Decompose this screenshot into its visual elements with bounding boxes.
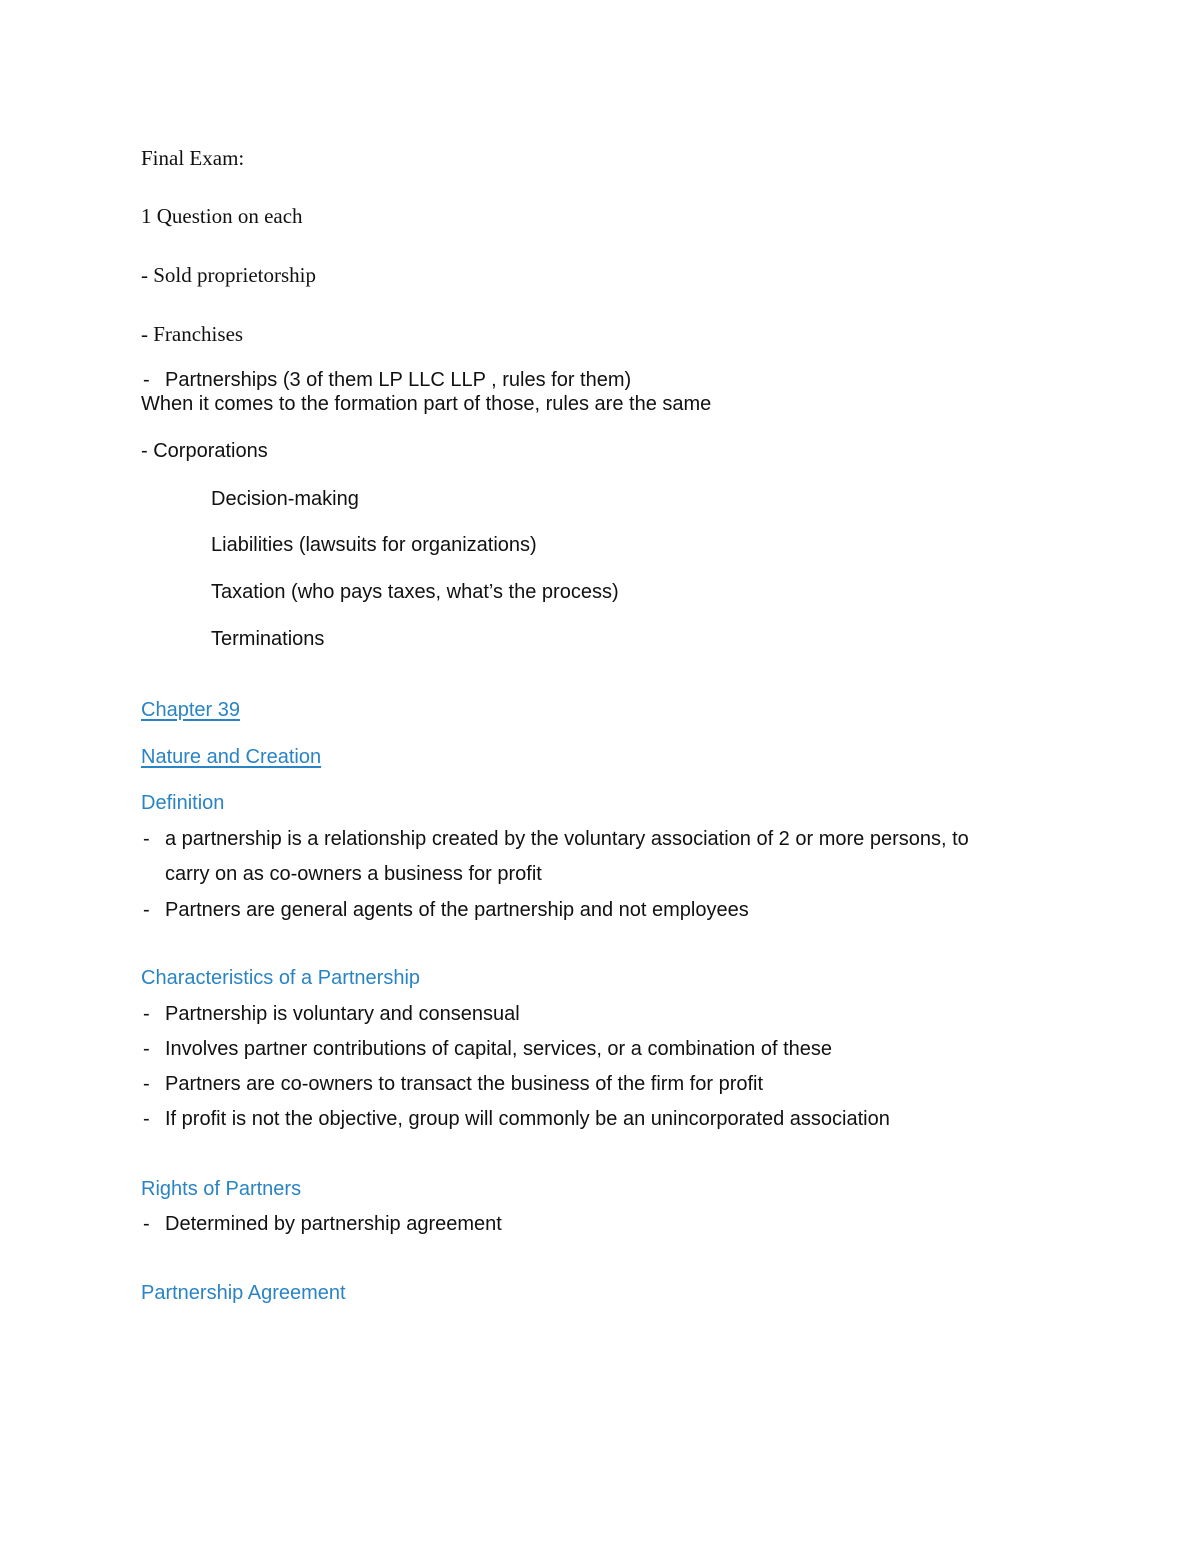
question-note: 1 Question on each: [141, 204, 303, 228]
definition-bullet-1: a partnership is a relationship created by the voluntary association of 2 or more persons, to: [165, 828, 969, 850]
characteristics-bullet-1: Partnership is voluntary and consensual: [165, 1003, 520, 1025]
definition-heading: Definition: [141, 792, 225, 814]
rights-heading: Rights of Partners: [141, 1178, 302, 1200]
chapter-39-link[interactable]: Chapter 39: [141, 699, 240, 721]
characteristics-bullet-4: If profit is not the objective, group will commonly be an unincorporated association: [165, 1108, 890, 1130]
rights-bullet-1: Determined by partnership agreement: [165, 1213, 502, 1235]
characteristics-bullet-3: Partners are co-owners to transact the business of the firm for profit: [165, 1073, 764, 1095]
subtopic-liabilities: Liabilities (lawsuits for organizations): [211, 534, 537, 556]
bullet-dash: -: [143, 828, 150, 850]
bullet-dash: -: [143, 1213, 150, 1235]
bullet-dash: -: [143, 369, 150, 391]
subtopic-decision-making: Decision-making: [211, 488, 359, 510]
bullet-dash: -: [143, 1038, 150, 1060]
bullet-dash: -: [143, 899, 150, 921]
topic-partnerships: Partnerships (3 of them LP LLC LLP , rules for them): [165, 369, 632, 391]
definition-bullet-1-continuation: carry on as co-owners a business for profit: [165, 863, 542, 885]
topic-corporations: - Corporations: [141, 440, 268, 462]
characteristics-bullet-2: Involves partner contributions of capital, services, or a combination of these: [165, 1038, 833, 1060]
bullet-dash: -: [143, 1108, 150, 1130]
topic-franchises: - Franchises: [141, 322, 244, 346]
nature-and-creation-link[interactable]: Nature and Creation: [141, 746, 322, 768]
subtopic-taxation: Taxation (who pays taxes, what’s the process): [211, 581, 619, 603]
bullet-dash: -: [143, 1003, 150, 1025]
bullet-dash: -: [143, 1073, 150, 1095]
topic-sole-proprietorship: - Sold proprietorship: [141, 263, 316, 287]
characteristics-heading: Characteristics of a Partnership: [141, 967, 421, 989]
agreement-heading: Partnership Agreement: [141, 1282, 346, 1304]
exam-title: Final Exam:: [141, 146, 245, 170]
subtopic-terminations: Terminations: [211, 628, 325, 650]
formation-note: When it comes to the formation part of those, rules are the same: [141, 393, 712, 415]
definition-bullet-2: Partners are general agents of the partnership and not employees: [165, 899, 749, 921]
